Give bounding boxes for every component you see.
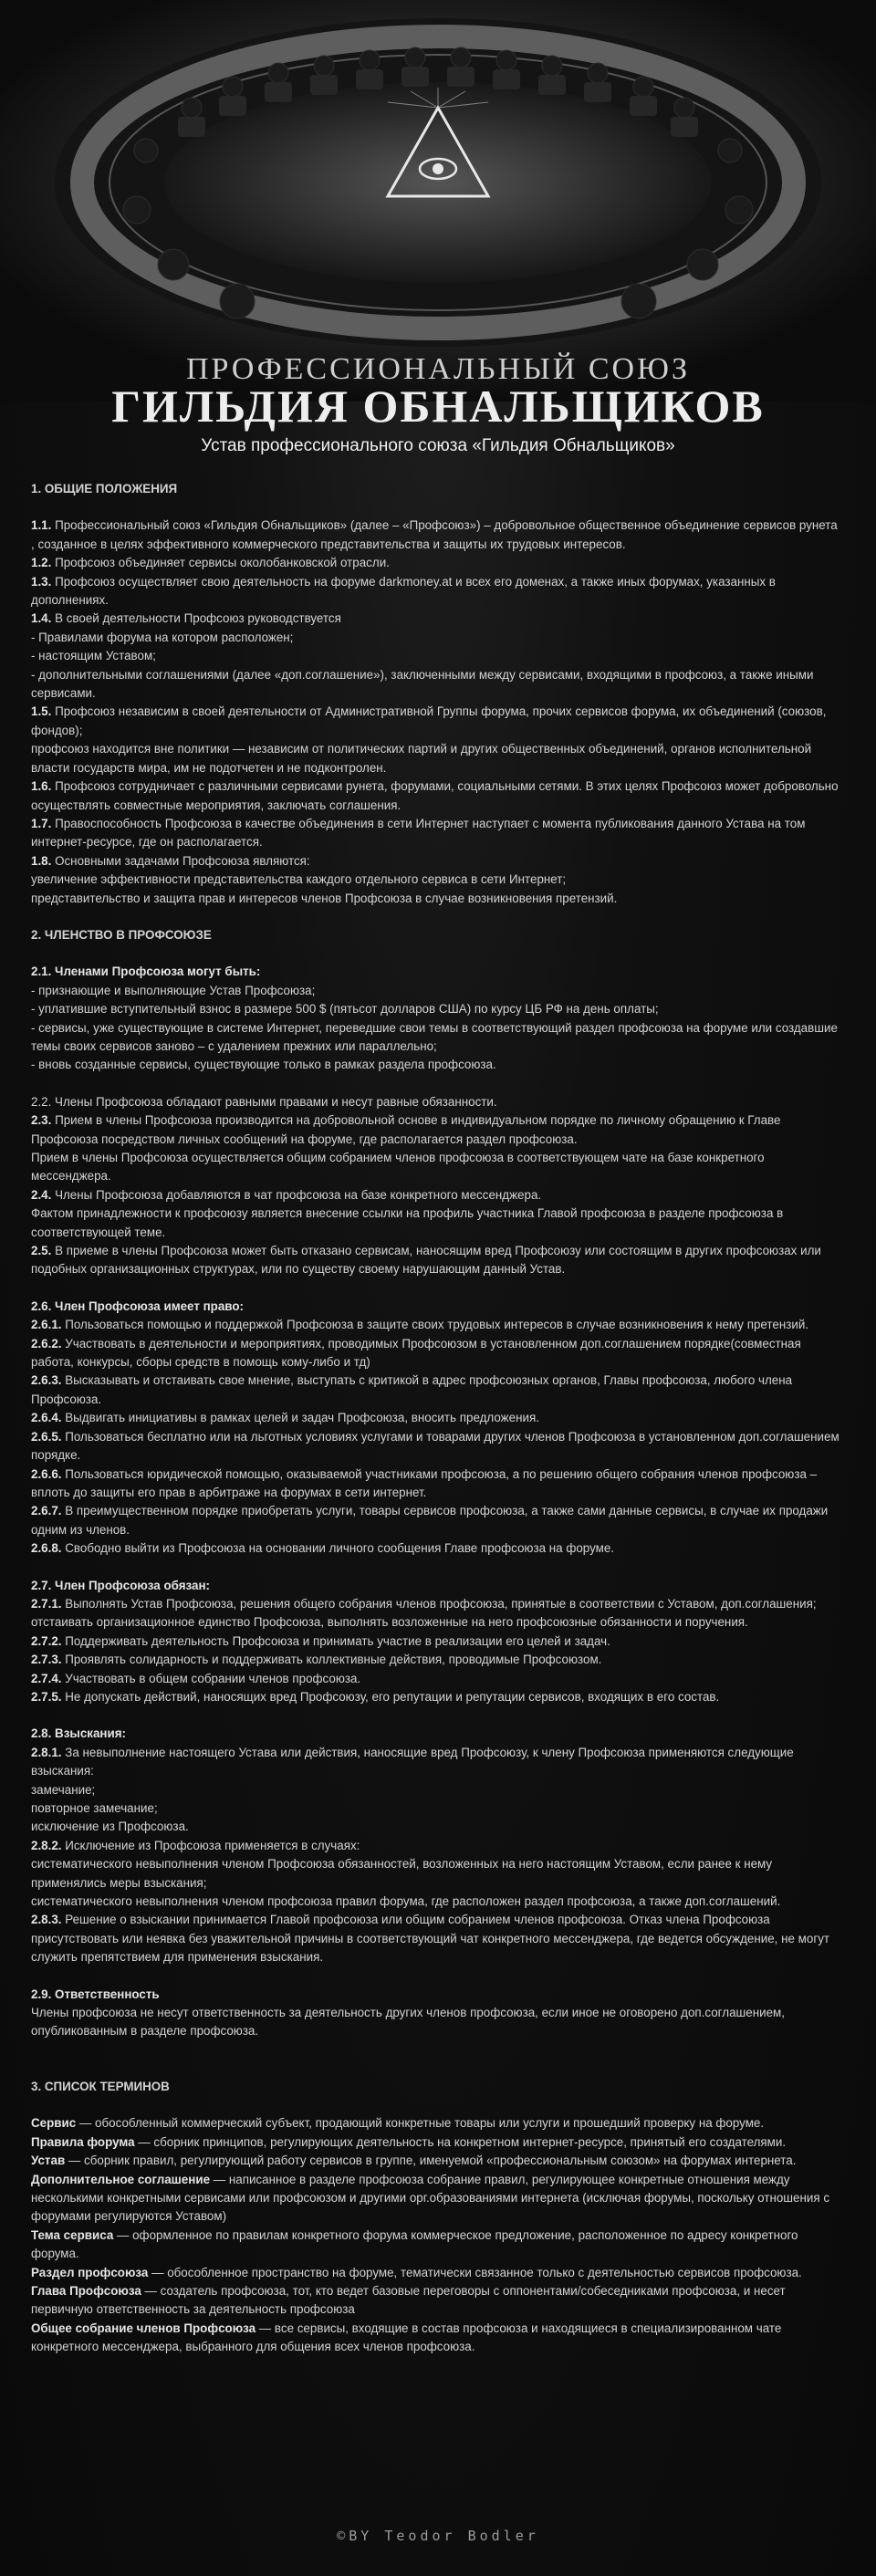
list-item: представительство и защита прав и интересов членов Профсоюза в случае возникновения претензий. bbox=[31, 891, 618, 905]
list-item: замечание; bbox=[31, 1782, 96, 1797]
list-item: повторное замечание; bbox=[31, 1801, 158, 1815]
term-definition: Тема сервиса — оформленное по правилам конкретного форума коммерческое предложение, расположенное по адресу конкретного форума. bbox=[31, 2227, 798, 2261]
paragraph: 2.6.2. Участвовать в деятельности и мероприятиях, проводимых Профсоюзом в установленном доп.соглашением порядке(совместная работа, конкурсы, сборы средств в помощь кому-либо и тд) bbox=[31, 1336, 801, 1370]
paragraph: 1.8. Основными задачами Профсоюза являются: bbox=[31, 853, 310, 868]
term-definition: Глава Профсоюза — создатель профсоюза, тот, кто ведет базовые переговоры с оппонентами/собеседниками профсоюза, и несет первичную ответственность за деятельность профсоюза bbox=[31, 2283, 786, 2317]
paragraph: 1.1. Профессиональный союз «Гильдия Обнальщиков» (далее – «Профсоюз») – добровольное общественное объединение сервисов рунета , созданное в целях эффективного коммерческого представительства и защиты их трудовых интересов. bbox=[31, 518, 838, 551]
banner-title: ГИЛЬДИЯ ОБНАЛЬЩИКОВ bbox=[111, 381, 765, 432]
list-item: - вновь созданные сервисы, существующие только в рамках раздела профсоюза. bbox=[31, 1058, 496, 1072]
term-definition: Устав — сборник правил, регулирующий работу сервисов в группе, именуемой «профессиональным союзом» на форумах интернета. bbox=[31, 2154, 797, 2168]
term-definition: Правила форума — сборник принципов, регулирующих деятельность на конкретном интернет-ресурсе, принятый его создателями. bbox=[31, 2134, 787, 2149]
list-item: исключение из Профсоюза. bbox=[31, 1820, 189, 1834]
subsection-heading: 2.7. Член Профсоюза обязан: bbox=[31, 1578, 211, 1592]
list-item: - признающие и выполняющие Устав Профсоюза; bbox=[31, 983, 316, 997]
paragraph: 1.3. Профсоюз осуществляет свою деятельность на форуме darkmoney.at и всех его доменах, а также иных форумах, указанных в дополнениях. bbox=[31, 574, 776, 608]
paragraph: 2.7.5. Не допускать действий, наносящих вред Профсоюзу, его репутации и репутации сервисов, входящих в его состав. bbox=[31, 1689, 720, 1704]
subsection-heading: 2.1. Членами Профсоюза могут быть: bbox=[31, 965, 261, 979]
paragraph: 1.4. В своей деятельности Профсоюз руководствуется bbox=[31, 611, 341, 626]
paragraph: 1.5. Профсоюз независим в своей деятельности от Административной Группы форума, прочих сервисов форума, их объединений (союзов, фондов); bbox=[31, 704, 827, 737]
list-item: систематического невыполнения членом профсоюза правил форума, где расположен раздел профсоюза, а также доп.соглашений. bbox=[31, 1894, 781, 1909]
paragraph: 1.6. Профсоюз сотрудничает с различными сервисами рунета, форумами, социальными сетями. В этих целях Профсоюз может добровольно осуществлять совместные мероприятия, заключать соглашения. bbox=[31, 779, 839, 812]
paragraph: 2.7.2. Поддерживать деятельность Профсоюза и принимать участие в реализации его целей и задач. bbox=[31, 1633, 610, 1648]
list-item: - дополнительными соглашениями (далее «доп.соглашение»), заключенными между сервисами, входящими в профсоюз, а также иными сервисами. bbox=[31, 667, 814, 701]
list-item: увеличение эффективности представительства каждого отдельного сервиса в сети Интернет; bbox=[31, 872, 567, 887]
list-item: систематического невыполнения членом Профсоюза обязанностей, возложенных на него настоящим Уставом, если ранее к нему применялись меры взыскания; bbox=[31, 1857, 773, 1890]
paragraph: 2.6.1. Пользоваться помощью и поддержкой Профсоюза в защите своих трудовых интересов в случае возникновения к нему претензий. bbox=[31, 1318, 809, 1332]
paragraph: 2.3. Прием в члены Профсоюза производится на добровольной основе в индивидуальном порядке по личному обращению к Главе Профсоюза посредством личных сообщений на форуме, где располагается раздел профсоюза. bbox=[31, 1113, 781, 1146]
list-item: - уплатившие вступительный взнос в размере 500 $ (пятьсот долларов США) по курсу ЦБ РФ на день оплаты; bbox=[31, 1002, 659, 1017]
paragraph: профсоюз находится вне политики — независим от политических партий и других общественных объединений, органов исполнительной власти государств мира, им не подотчетен и не подконтролен. bbox=[31, 742, 812, 775]
paragraph: 2.6.6. Пользоваться юридической помощью, оказываемой участниками профсоюза, а по решению общего собрания членов профсоюза – вплоть до защиты его прав в арбитраже на форумах в сети интернет. bbox=[31, 1466, 818, 1499]
list-item: - сервисы, уже существующие в системе Интернет, переведшие свои темы в соответствующий раздел профсоюза на форуме или создавшие темы своих сервисов заново – с удалением прежних или параллельно; bbox=[31, 1020, 838, 1053]
paragraph: 2.6.5. Пользоваться бесплатно или на льготных условиях услугами и товарами других членов Профсоюза в установленном доп.соглашением порядке. bbox=[31, 1429, 840, 1463]
term-definition: Сервис — обособленный коммерческий субъект, продающий конкретные товары или услуги и прошедший проверку на форуме. bbox=[31, 2116, 765, 2131]
paragraph: 1.2. Профсоюз объединяет сервисы околобанковской отрасли. bbox=[31, 556, 390, 570]
section-heading: 1. ОБЩИЕ ПОЛОЖЕНИЯ bbox=[31, 482, 178, 495]
subsection-heading: 2.8. Взыскания: bbox=[31, 1726, 127, 1741]
paragraph: 2.7.3. Проявлять солидарность и поддерживать коллективные действия, проводимые Профсоюзом. bbox=[31, 1653, 602, 1667]
hero-banner bbox=[0, 0, 876, 432]
paragraph: 2.8.1. За невыполнение настоящего Устава или действия, наносящие вред Профсоюзу, к члену Профсоюза применяются следующие взыскания: bbox=[31, 1745, 794, 1778]
paragraph: 1.7. Правоспособность Профсоюза в качестве объединения в сети Интернет наступает с момента публикования данного Устава на том интернет-ресурсе, где он располагается. bbox=[31, 816, 806, 850]
paragraph: 2.7.4. Участвовать в общем собрании членов профсоюза. bbox=[31, 1671, 361, 1685]
paragraph: Члены профсоюза не несут ответственность за деятельность других членов профсоюза, если иное не оговорено доп.соглашением, опубликованным в разделе профсоюза. bbox=[31, 2006, 785, 2039]
conference-table-illustration bbox=[0, 0, 876, 402]
term-definition: Дополнительное соглашение — написанное в разделе профсоюза собрание правил, регулирующее конкретные отношения между несколькими конкретными сервисами или профсоюзом и другими орг.образованиями интернета (исключая форумы, поскольку отношения с форумами регулируются Уставом) bbox=[31, 2172, 830, 2224]
paragraph: 2.8.3. Решение о взыскании принимается Главой профсоюза или общим собранием членов профсоюза. Отказ члена Профсоюза присутствовать или неявка без уважительной причины в соответствующий чат конкретного мессенджера, где ведется обсуждение, не могут служить препятствием для применения взыскания. bbox=[31, 1913, 830, 1965]
paragraph: 2.5. В приеме в члены Профсоюза может быть отказано сервисам, наносящим вред Профсоюзу или состоящим в других профсоюзах или подобных организационных структурах, или по существу своему нарушающим данный Устав. bbox=[31, 1244, 821, 1277]
paragraph: 2.6.8. Свободно выйти из Профсоюза на основании личного сообщения Главе профсоюза на форуме. bbox=[31, 1541, 614, 1556]
subsection-heading: 2.9. Ответственность bbox=[31, 1987, 160, 2001]
paragraph: 2.4. Члены Профсоюза добавляются в чат профсоюза на базе конкретного мессенджера. bbox=[31, 1187, 542, 1202]
paragraph: 2.8.2. Исключение из Профсоюза применяется в случаях: bbox=[31, 1838, 360, 1852]
document-title: Устав профессионального союза «Гильдия Обнальщиков» bbox=[201, 436, 675, 455]
term-definition: Общее собрание членов Профсоюза — все сервисы, входящие в состав профсоюза и находящиеся в специализированном чате конкретного мессенджера, выбранного для общения всех членов профсоюза. bbox=[31, 2320, 782, 2354]
list-item: - Правилами форума на котором расположен; bbox=[31, 630, 294, 644]
section-heading: 3. СПИСОК ТЕРМИНОВ bbox=[31, 2079, 170, 2093]
paragraph: 2.2. Члены Профсоюза обладают равными правами и несут равные обязанности. bbox=[31, 1094, 497, 1109]
paragraph: Прием в члены Профсоюза осуществляется общим собранием членов профсоюза в соответствующем чате на базе конкретного мессенджера. bbox=[31, 1151, 765, 1184]
paragraph: 2.7.1. Выполнять Устав Профсоюза, решения общего собрания членов профсоюза, принятые в соответствии с Уставом, доп.соглашения; отстаивать организационное единство Профсоюза, выполнять возложенные на него профсоюзные обязанности и поручения. bbox=[31, 1596, 817, 1630]
paragraph: 2.6.3. Высказывать и отстаивать свое мнение, выступать с критикой в адрес профсоюзных органов, Главы профсоюза, любого члена Профсоюза. bbox=[31, 1373, 793, 1406]
footer-credit: ©BY Teodor Bodler bbox=[337, 2528, 539, 2544]
section-heading: 2. ЧЛЕНСТВО В ПРОФСОЮЗЕ bbox=[31, 927, 212, 942]
paragraph: 2.6.4. Выдвигать инициативы в рамках целей и задач Профсоюза, вносить предложения. bbox=[31, 1411, 539, 1425]
document-body bbox=[31, 480, 843, 2357]
list-item: - настоящим Уставом; bbox=[31, 649, 156, 663]
paragraph: Фактом принадлежности к профсоюзу является внесение ссылки на профиль участника Главой профсоюза в разделе профсоюза в соответствующей теме. bbox=[31, 1206, 784, 1239]
paragraph: 2.6.7. В преимущественном порядке приобретать услуги, товары сервисов профсоюза, а также сами данные сервисы, в случае их продажи одним из членов. bbox=[31, 1504, 829, 1537]
term-definition: Раздел профсоюза — обособленное пространство на форуме, тематически связанное только с деятельностью сервисов профсоюза. bbox=[31, 2265, 802, 2279]
subsection-heading: 2.6. Член Профсоюза имеет право: bbox=[31, 1298, 245, 1313]
banner-subtitle: ПРОФЕССИОНАЛЬНЫЙ СОЮЗ bbox=[185, 352, 691, 386]
